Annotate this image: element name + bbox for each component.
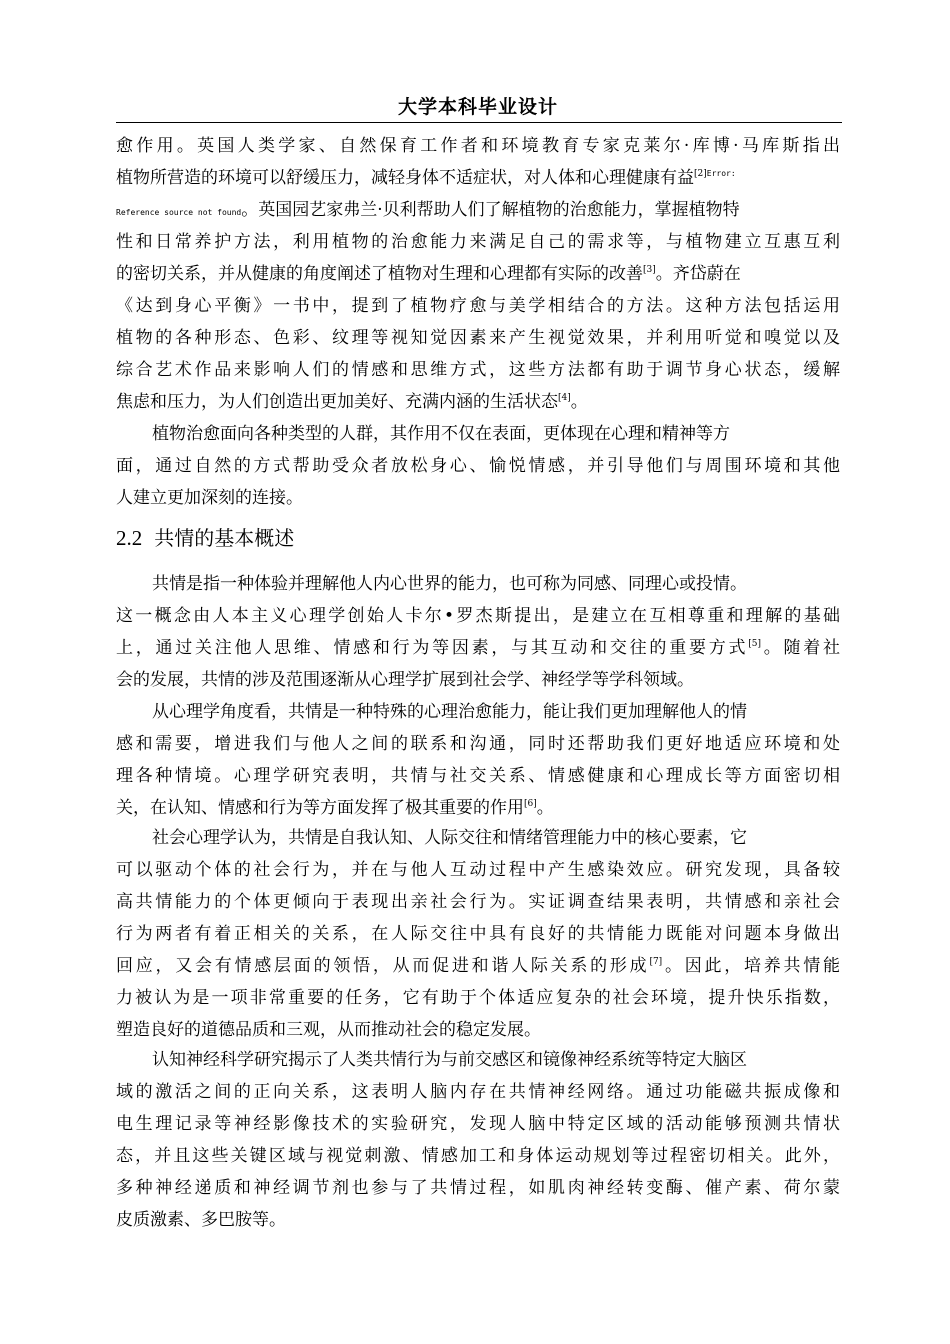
text-line: 皮质激素、多巴胺等。 — [116, 1210, 286, 1230]
paragraph-plant-healing-continued — [116, 130, 840, 418]
text-line: 电生理记录等神经影像技术的实验研究，发现人脑中特定区域的活动能够预测共情状 — [116, 1114, 840, 1134]
citation-5: [5] — [748, 639, 761, 649]
text-line: 从心理学角度看，共情是一种特殊的心理治愈能力，能让我们更加理解他人的情 — [152, 702, 747, 722]
header-rule — [116, 122, 842, 123]
text-line: 面，通过自然的方式帮助受众者放松身心、愉悦情感，并引导他们与周围环境和其他 — [116, 456, 840, 476]
reference-error-text: Reference source not found — [116, 208, 242, 217]
section-number: 2.2 — [116, 526, 143, 550]
text-line: 态，并且这些关键区域与视觉刺激、情感加工和身体运动规划等过程密切相关。此外， — [116, 1146, 840, 1166]
text-line: Reference source not found。英国园艺家弗兰·贝利帮助人们了解植物的治愈能力，掌握植物特 — [116, 200, 740, 220]
citation-6: [6] — [524, 799, 537, 809]
text-line: 回应，又会有情感层面的领悟，从而促进和谐人际关系的形成[7]。因此，培养共情能 — [116, 956, 840, 976]
text-line: 焦虑和压力，为人们创造出更加美好、充满内涵的生活状态[4]。 — [116, 392, 588, 412]
text-line: 植物的各种形态、色彩、纹理等视知觉因素来产生视觉效果，并利用听觉和嗅觉以及 — [116, 328, 840, 348]
text-line: 会的发展，共情的涉及范围逐渐从心理学扩展到社会学、神经学等学科领域。 — [116, 670, 694, 690]
citation-7: [7] — [649, 957, 663, 967]
text-line: 行为两者有着正相关的关系，在人际交往中具有良好的共情能力既能对问题本身做出 — [116, 924, 840, 944]
paragraph-empathy-social-psychology — [116, 822, 840, 1046]
text-line: 认知神经科学研究揭示了人类共情行为与前交感区和镜像神经系统等特定大脑区 — [152, 1050, 747, 1070]
text-line: 愈作用。英国人类学家、自然保育工作者和环境教育专家克莱尔·库博·马库斯指出 — [116, 136, 840, 156]
section-heading — [116, 518, 840, 558]
text-line: 塑造良好的道德品质和三观，从而推动社会的稳定发展。 — [116, 1020, 541, 1040]
text-line: 感和需要，增进我们与他人之间的联系和沟通，同时还帮助我们更好地适应环境和处 — [116, 734, 840, 754]
text-line: 性和日常养护方法，利用植物的治愈能力来满足自己的需求等，与植物建立互惠互利 — [116, 232, 840, 252]
text-line: 理各种情境。心理学研究表明，共情与社交关系、情感健康和心理成长等方面密切相 — [116, 766, 840, 786]
citation-4: [4] — [558, 393, 571, 403]
text-line: 高共情能力的个体更倾向于表现出亲社会行为。实证调查结果表明，共情感和亲社会 — [116, 892, 840, 912]
text-line: 关，在认知、情感和行为等方面发挥了极其重要的作用[6]。 — [116, 798, 554, 818]
text-line: 植物所营造的环境可以舒缓压力，减轻身体不适症状，对人体和心理健康有益$^{[2]Error:}$ — [116, 168, 736, 188]
text-line: 力被认为是一项非常重要的任务，它有助于个体适应复杂的社会环境，提升快乐指数， — [116, 988, 840, 1008]
paragraph-empathy-psychology — [116, 696, 840, 824]
text-line: 上，通过关注他人思维、情感和行为等因素，与其互动和交往的重要方式[5]。随着社 — [116, 638, 840, 658]
text-line: 植物治愈面向各种类型的人群，其作用不仅在表面，更体现在心理和精神等方 — [152, 424, 730, 444]
paragraph-empathy-definition — [116, 568, 840, 696]
text-line: 《达到身心平衡》一书中，提到了植物疗愈与美学相结合的方法。这种方法包括运用 — [116, 296, 840, 316]
text-line: 的密切关系，并从健康的角度阐述了植物对生理和心理都有实际的改善[3]。齐岱蔚在 — [116, 264, 741, 284]
paragraph-plant-healing-audience — [116, 418, 840, 514]
text-line: 可以驱动个体的社会行为，并在与他人互动过程中产生感染效应。研究发现，具备较 — [116, 860, 840, 880]
text-line: 综合艺术作品来影响人们的情感和思维方式，这些方法都有助于调节身心状态，缓解 — [116, 360, 840, 380]
citation-2: [2]Error: — [694, 169, 736, 179]
section-title: 共情的基本概述 — [154, 526, 295, 550]
text-line: 这一概念由人本主义心理学创始人卡尔•罗杰斯提出，是建立在互相尊重和理解的基础 — [116, 606, 840, 626]
text-line: 域的激活之间的正向关系，这表明人脑内存在共情神经网络。通过功能磁共振成像和 — [116, 1082, 840, 1102]
text-line: 社会心理学认为，共情是自我认知、人际交往和情绪管理能力中的核心要素，它 — [152, 828, 747, 848]
text-line: 人建立更加深刻的连接。 — [116, 488, 303, 508]
paragraph-empathy-neuroscience — [116, 1044, 840, 1236]
text-line: 多种神经递质和神经调节剂也参与了共情过程，如肌肉神经转变酶、催产素、荷尔蒙 — [116, 1178, 840, 1198]
citation-3: [3] — [643, 265, 656, 275]
page-header-title: 大学本科毕业设计 — [397, 96, 558, 118]
text-line: 共情是指一种体验并理解他人内心世界的能力，也可称为同感、同理心或投情。 — [152, 574, 747, 594]
